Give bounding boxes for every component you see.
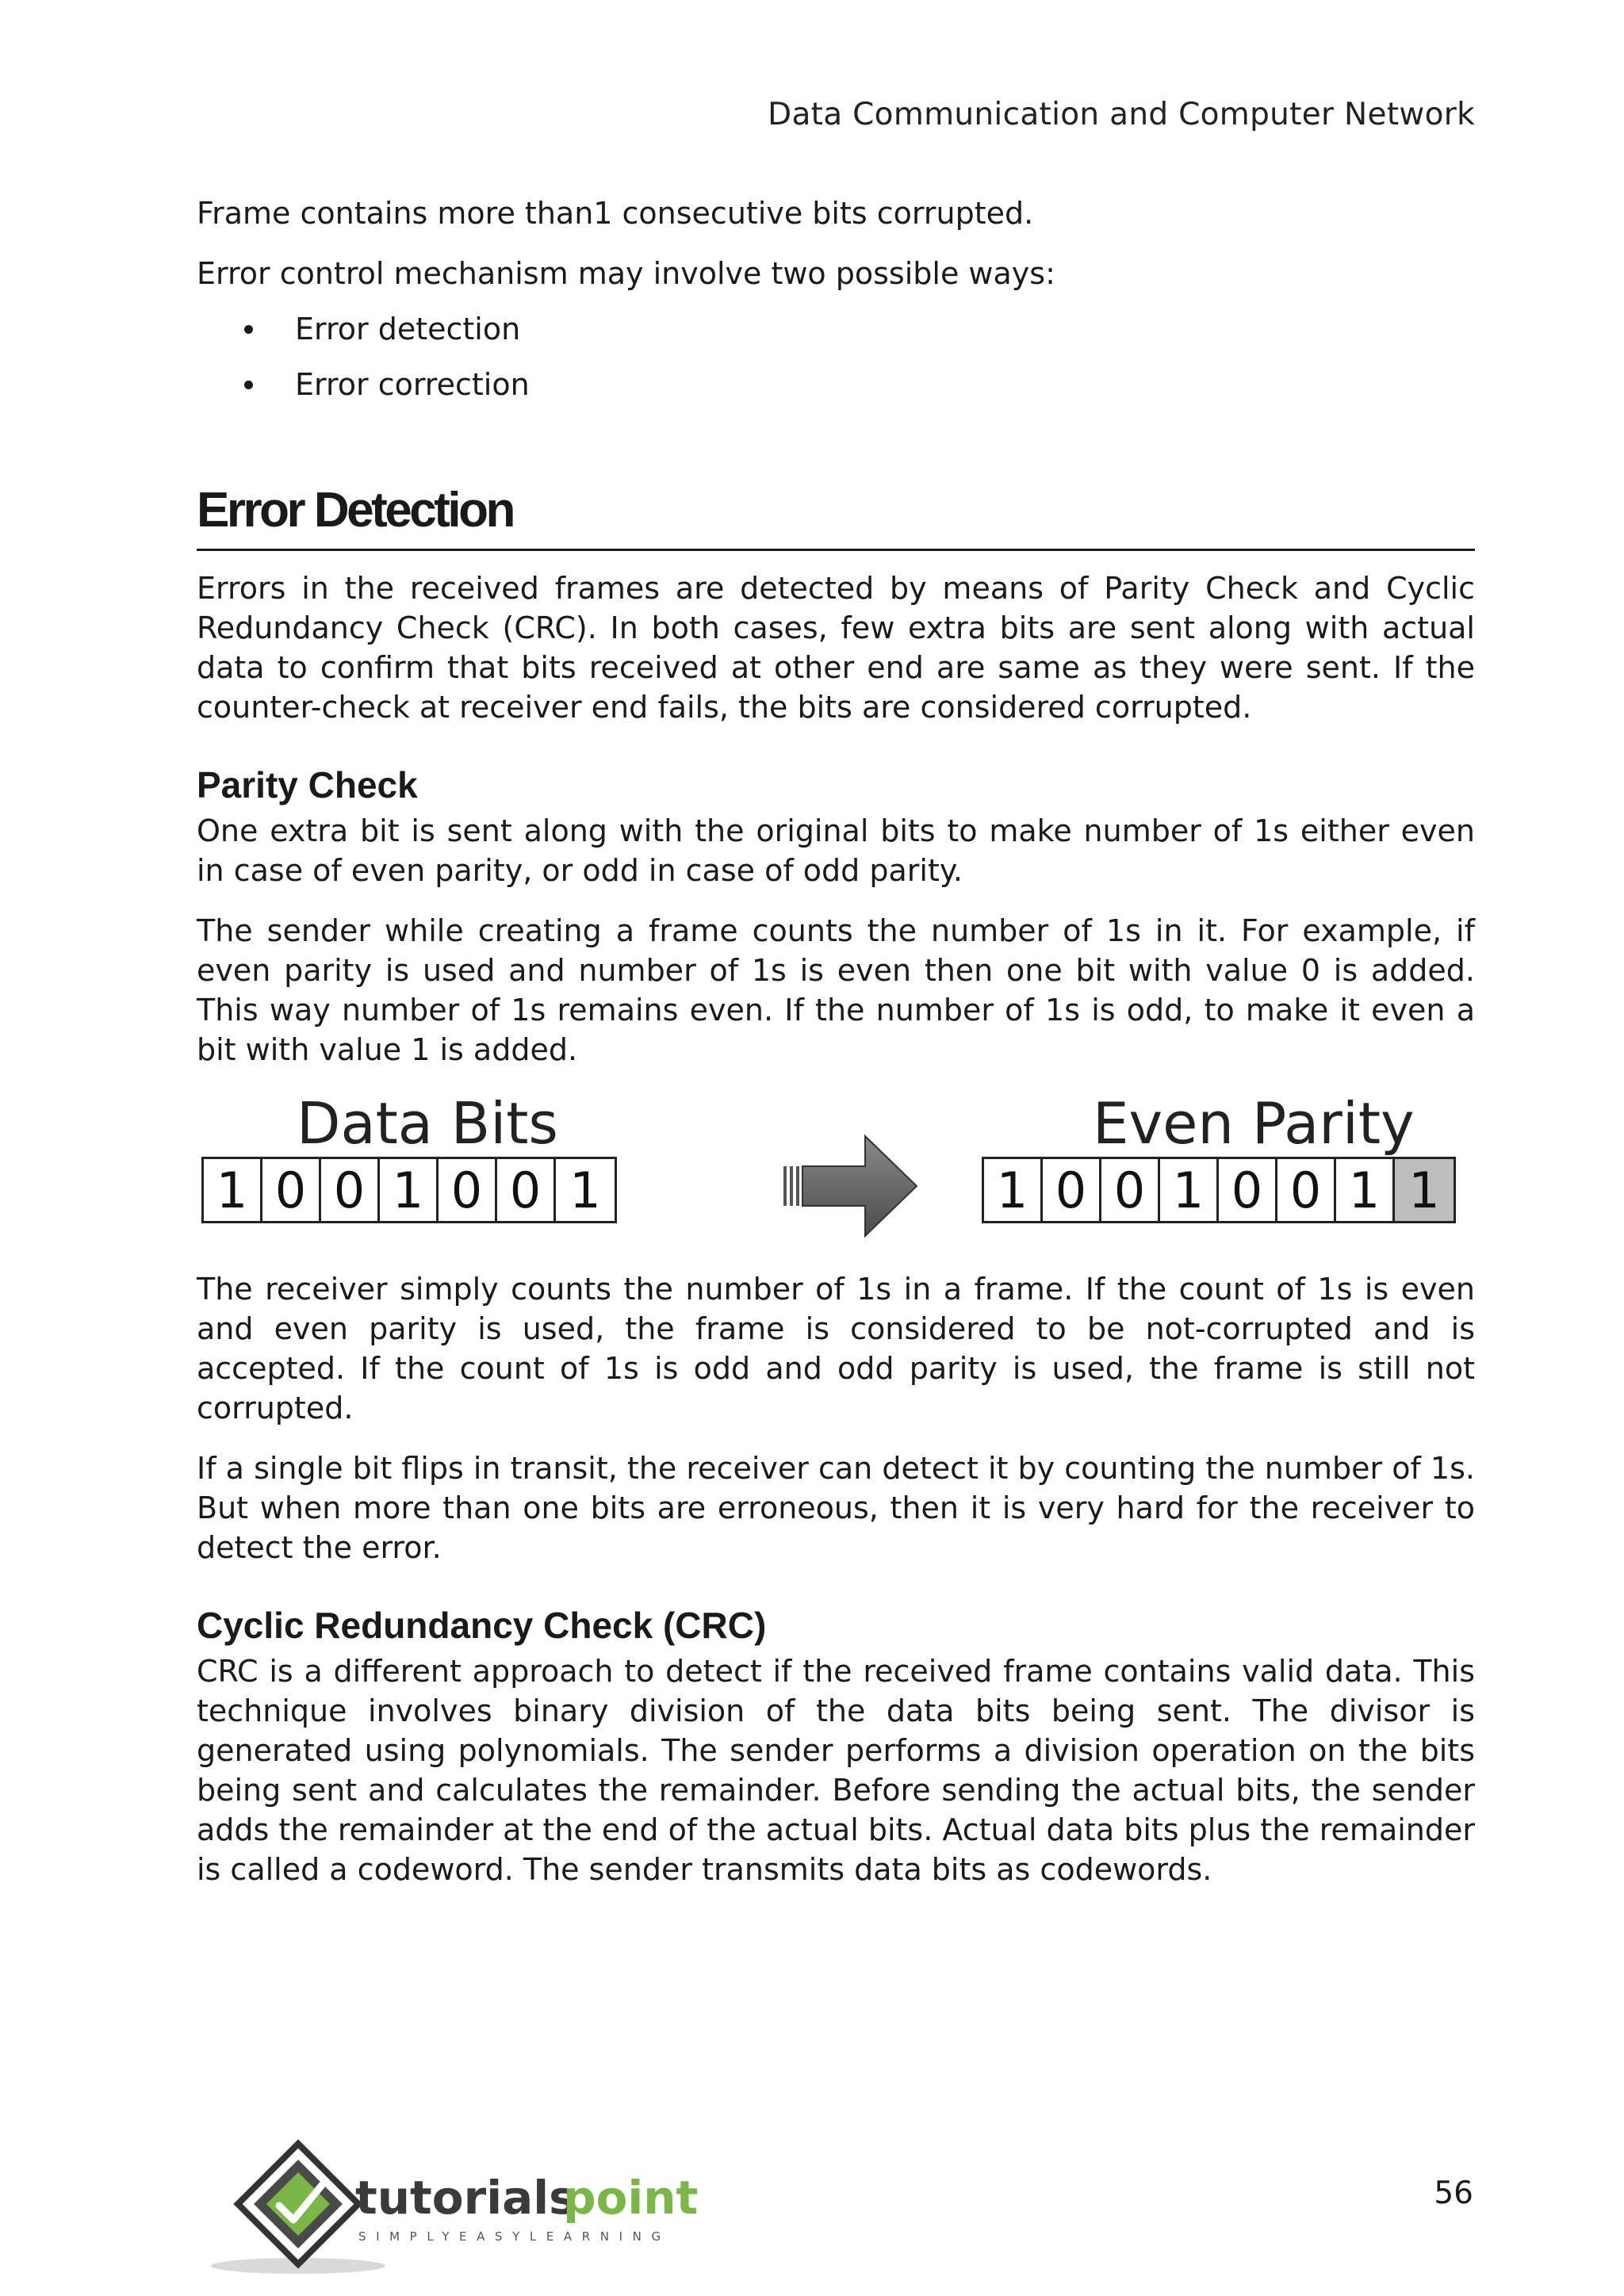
data-bit: 1 bbox=[380, 1159, 439, 1221]
parity-row-bit: 0 bbox=[1277, 1159, 1336, 1221]
crc-paragraph: CRC is a different approach to detect if the received frame contains valid data. This technique involves binary division of the data bits being sent. The divisor is generated using polynomials. The sender performs a division operation on the bits being sent and calculates the remainder. Before sending the actual bits, the sender adds the remainder at the end of the actual bits. Actual data bits plus the remainder is called a codeword. The sender transmits data bits as codewords. bbox=[197, 1654, 1475, 1887]
logo-word-a: tutorials bbox=[355, 2171, 576, 2225]
data-bit: 0 bbox=[321, 1159, 380, 1221]
data-bits-label: Data Bits bbox=[297, 1090, 558, 1157]
parity-paragraph-1: One extra bit is sent along with the original bits to make number of 1s either even in case of even parity, or odd in case of odd parity. bbox=[197, 813, 1475, 888]
logo-graphic bbox=[203, 2133, 710, 2275]
parity-row-bit: 1 bbox=[1160, 1159, 1219, 1221]
data-bit: 0 bbox=[439, 1159, 497, 1221]
subheading-parity-check: Parity Check bbox=[197, 764, 418, 806]
parity-row-bit: 0 bbox=[1101, 1159, 1160, 1221]
even-parity-row bbox=[982, 1157, 1456, 1223]
page-number: 56 bbox=[1434, 2175, 1473, 2211]
bullet-error-correction: Error correction bbox=[244, 365, 1475, 404]
logo-word-b: point bbox=[563, 2171, 699, 2225]
data-bits-row bbox=[201, 1157, 617, 1223]
right-arrow-icon bbox=[782, 1127, 925, 1246]
error-detection-paragraph: Errors in the received frames are detected by means of Parity Check and Cyclic Redundancy Check (CRC). In both cases, few extra bits are sent along with actual data to confirm that bits received at other end are same as they were sent. If the counter-check at receiver end fails, the bits are considered corrupted. bbox=[197, 571, 1475, 725]
parity-figure bbox=[197, 1092, 1481, 1242]
bullet-list bbox=[197, 309, 1475, 404]
parity-paragraph-2: The sender while creating a frame counts the number of 1s in it. For example, if even parity is used and number of 1s is even then one bit with value 0 is added. This way number of 1s remains even. If the number of 1s is odd, to make it even a bit with value 1 is added. bbox=[197, 913, 1475, 1067]
parity-paragraph-4: If a single bit flips in transit, the receiver can detect it by counting the number of 1s. But when more than one bits are erroneous, then it is very hard for the receiver to detect the error. bbox=[197, 1451, 1475, 1565]
bullet-error-detection: Error detection bbox=[244, 309, 1475, 349]
page-content bbox=[197, 193, 1475, 1889]
intro-line-1: Frame contains more than1 consecutive bits corrupted. bbox=[197, 196, 1034, 231]
running-header: Data Communication and Computer Network bbox=[768, 97, 1475, 132]
intro-line-2: Error control mechanism may involve two possible ways: bbox=[197, 256, 1055, 291]
data-bit: 0 bbox=[497, 1159, 556, 1221]
parity-bit: 1 bbox=[1395, 1159, 1454, 1221]
parity-row-bit: 0 bbox=[1219, 1159, 1277, 1221]
logo-tagline: SIMPLYEASYLEARNING bbox=[358, 2229, 671, 2244]
even-parity-label: Even Parity bbox=[1093, 1090, 1415, 1157]
data-bit: 1 bbox=[204, 1159, 262, 1221]
section-heading-error-detection: Error Detection bbox=[197, 480, 1475, 551]
data-bit: 1 bbox=[569, 1161, 601, 1219]
parity-row-bit: 1 bbox=[984, 1159, 1043, 1221]
parity-paragraph-3: The receiver simply counts the number of 1s in a frame. If the count of 1s is even and even parity is used, the frame is considered to be not-corrupted and is accepted. If the count of 1s is odd and odd parity is used, the frame is still not corrupted. bbox=[197, 1272, 1475, 1425]
parity-row-bit: 0 bbox=[1043, 1159, 1101, 1221]
tutorialspoint-logo bbox=[203, 2133, 710, 2275]
subheading-crc: Cyclic Redundancy Check (CRC) bbox=[197, 1605, 767, 1646]
parity-row-bit: 1 bbox=[1336, 1159, 1395, 1221]
data-bit: 0 bbox=[262, 1159, 321, 1221]
